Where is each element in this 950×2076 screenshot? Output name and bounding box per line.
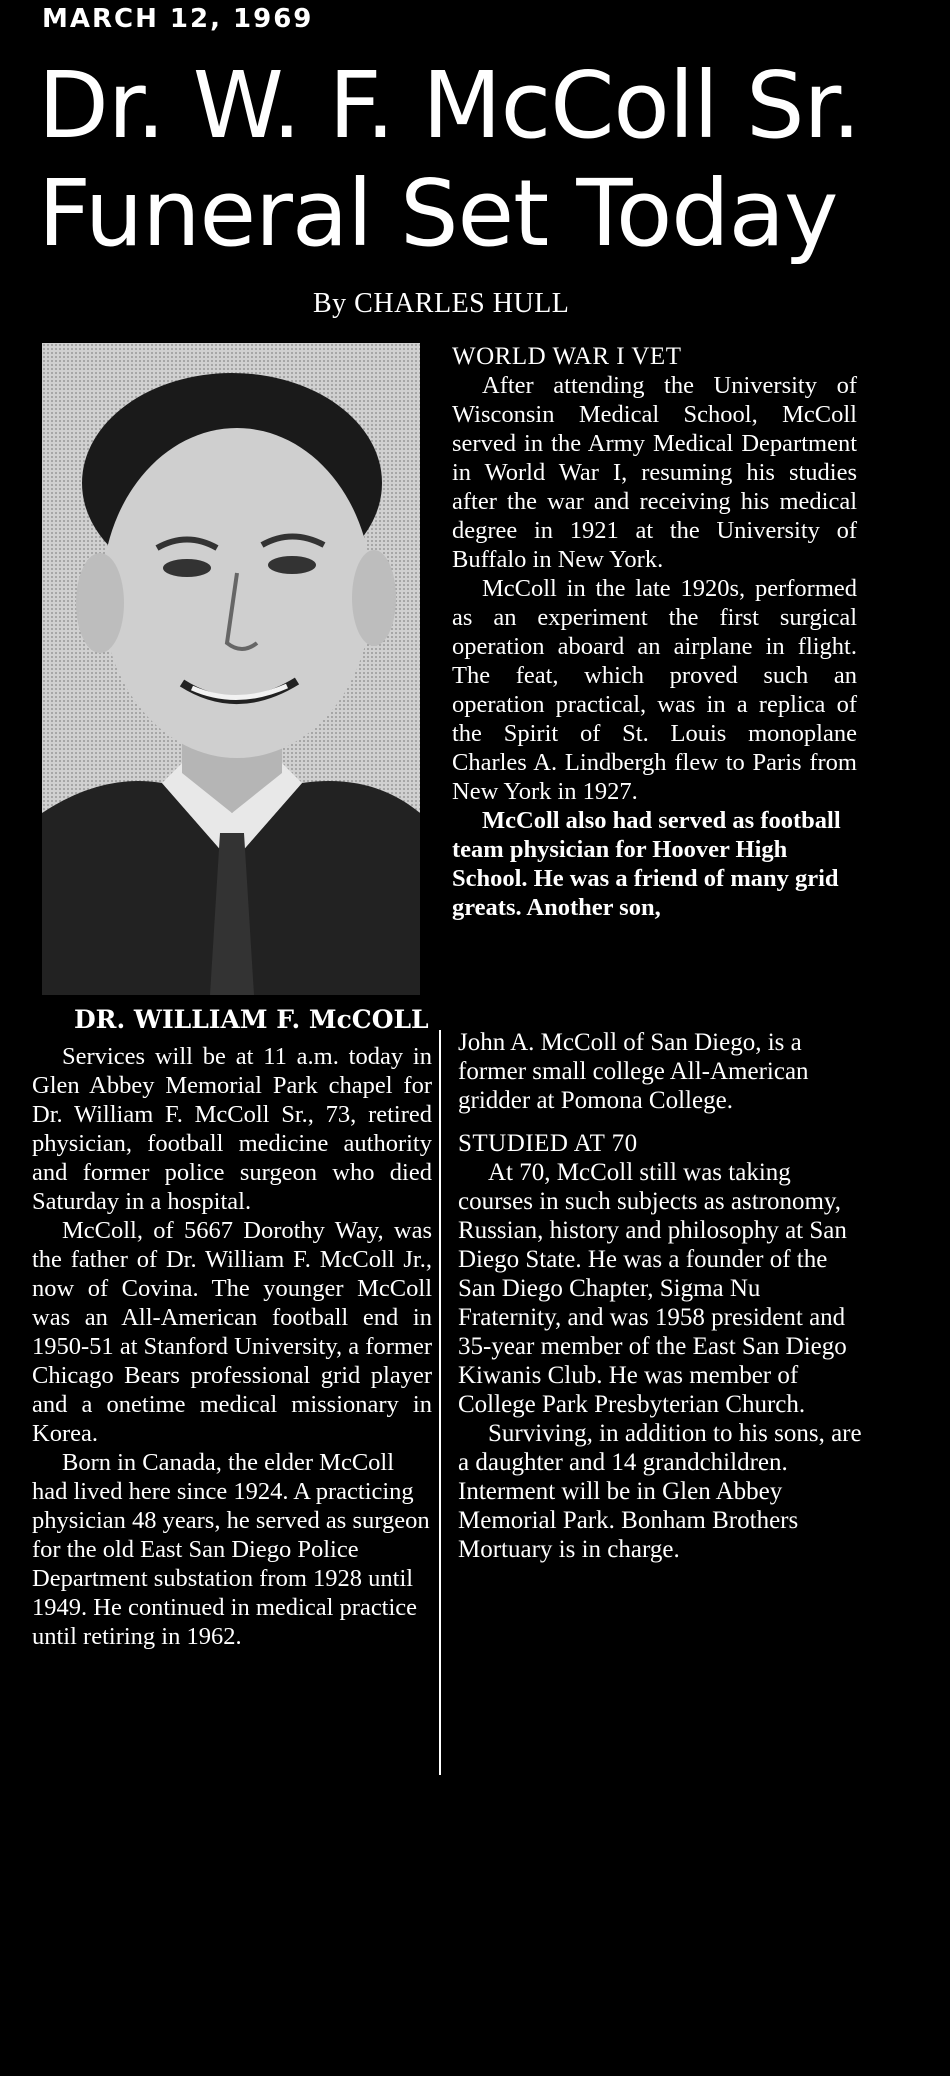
left-column (32, 1042, 432, 1651)
body-paragraph: Born in Canada, the elder McColl had lived here since 1924. A practicing physician 48 years, he served as surgeon for the old East San Diego Police Department substation from 1928 until 1949. He continued in medical practice until retiring in 1962. (32, 1449, 430, 1650)
body-paragraph: After attending the University of Wisconsin Medical School, McColl served in the Army Medical Department in World War I, resuming his studies after the war and receiving his medical degree in 1921 at the University of Buffalo in New York. (452, 372, 857, 573)
body-paragraph: McColl, of 5667 Dorothy Way, was the father of Dr. William F. McColl Jr., now of Covina. The younger McColl was an All-American football end in 1950-51 at Stanford University, a former Chicago Bears professional grid player and a onetime medical missionary in Korea. (32, 1217, 432, 1447)
subhead-world-war: WORLD WAR I VET (452, 343, 682, 370)
column-divider (439, 1030, 441, 1775)
headline-line-1: Dr. W. F. McColl Sr. (38, 52, 861, 159)
body-paragraph: John A. McColl of San Diego, is a former small college All-American gridder at Pomona College. (458, 1029, 809, 1114)
body-paragraph: McColl also had served as football team physician for Hoover High School. He was a friend of many grid greats. Another son, (452, 807, 841, 921)
body-paragraph: McColl in the late 1920s, performed as an experiment the first surgical operation aboard an airplane in flight. The feat, which proved such an operation practical, was in a replica of the Spirit of St. Louis monoplane Charles A. Lindbergh flew to Paris from New York in 1927. (452, 575, 857, 805)
byline: By CHARLES HULL (313, 288, 570, 319)
body-paragraph: At 70, McColl still was taking courses in such subjects as astronomy, Russian, history and philosophy at San Diego State. He was a founder of the San Diego Chapter, Sigma Nu Fraternity, and was 1958 president and 35-year member of the East San Diego Kiwanis Club. He was member of College Park Presbyterian Church. (458, 1159, 847, 1418)
right-column-bottom (458, 1028, 868, 1564)
dateline: MARCH 12, 1969 (42, 4, 314, 34)
subhead-studied: STUDIED AT 70 (458, 1130, 638, 1157)
body-paragraph: Surviving, in addition to his sons, are a daughter and 14 grandchildren. Interment will be in Glen Abbey Memorial Park. Bonham Brothers Mortuary is in charge. (458, 1420, 862, 1563)
portrait-photo (42, 343, 420, 995)
headline-line-2: Funeral Set Today (38, 160, 838, 267)
right-column-top (452, 342, 857, 922)
headline (38, 52, 938, 268)
body-paragraph: Services will be at 11 a.m. today in Glen Abbey Memorial Park chapel for Dr. William F. McColl Sr., 73, retired physician, football medicine authority and former police surgeon who died Saturday in a hospital. (32, 1043, 432, 1215)
photo-caption: DR. WILLIAM F. McCOLL (74, 1005, 429, 1034)
